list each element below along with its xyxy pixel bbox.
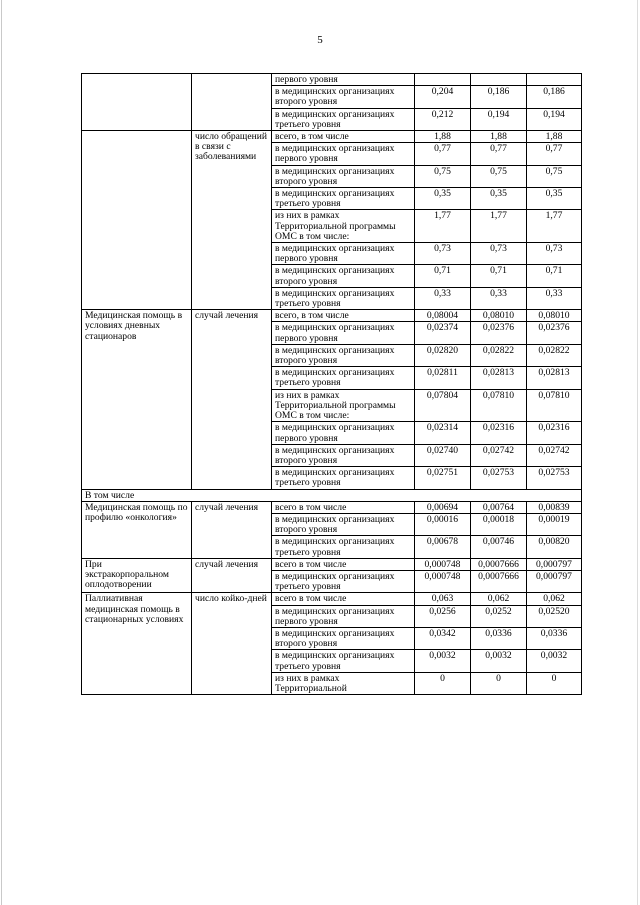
table-row: [82, 501, 582, 513]
value-cell-year-1: 0,02374: [415, 322, 471, 344]
value-cell-year-2: 0,33: [471, 287, 527, 309]
value-cell-year-2: 0,71: [471, 265, 527, 287]
value-cell-year-1: 0,08004: [415, 310, 471, 322]
value-cell-year-2: 0,194: [471, 108, 527, 130]
indicator-label-cell: в медицинских организациях второго уровня: [272, 627, 415, 649]
value-cell-year-2: 0,35: [471, 188, 527, 210]
value-cell-year-1: 0,0032: [415, 650, 471, 672]
value-cell-year-3: 0,02316: [527, 422, 582, 444]
category-cell: Медицинская помощь по профилю «онкология»: [82, 501, 192, 558]
value-cell-year-2: 0,02753: [471, 467, 527, 489]
value-cell-year-2: 0,73: [471, 243, 527, 265]
value-cell-year-2: 0,0007666: [471, 570, 527, 592]
value-cell-year-3: 0,186: [527, 86, 582, 108]
value-cell-year-3: 0,75: [527, 165, 582, 187]
section-heading: В том числе: [82, 489, 582, 501]
value-cell-year-1: 0,000748: [415, 558, 471, 570]
value-cell-year-1: 0,02740: [415, 444, 471, 466]
value-cell-year-1: 0,02811: [415, 367, 471, 389]
indicator-label-cell: в медицинских организациях третьего уровня: [272, 570, 415, 592]
indicator-label-cell: в медицинских организациях второго уровня: [272, 86, 415, 108]
value-cell-year-2: 0,02316: [471, 422, 527, 444]
value-cell-year-1: 0,02751: [415, 467, 471, 489]
value-cell-year-1: 0,00694: [415, 501, 471, 513]
indicator-label-cell: в медицинских организациях второго уровня: [272, 513, 415, 535]
value-cell-year-1: 0,00016: [415, 513, 471, 535]
value-cell-year-2: 0,02742: [471, 444, 527, 466]
unit-cell: случай лечения: [192, 558, 272, 593]
value-cell-year-1: 0,75: [415, 165, 471, 187]
category-cell: [82, 74, 192, 131]
indicators-table: [81, 73, 582, 695]
value-cell-year-3: 0,00820: [527, 536, 582, 558]
value-cell-year-3: 0,00019: [527, 513, 582, 535]
scan-edge-left: [1, 0, 2, 905]
value-cell-year-3: 0,35: [527, 188, 582, 210]
value-cell-year-3: 0,02822: [527, 344, 582, 366]
scan-edge-right: [637, 0, 638, 905]
value-cell-year-3: 1,77: [527, 210, 582, 243]
value-cell-year-1: 0,063: [415, 593, 471, 605]
indicator-label-cell: всего, в том числе: [272, 131, 415, 143]
value-cell-year-2: 0,0336: [471, 627, 527, 649]
indicator-label-cell: из них в рамках Территориальной: [272, 672, 415, 694]
indicator-label-cell: в медицинских организациях первого уровня: [272, 422, 415, 444]
value-cell-year-3: 0,0032: [527, 650, 582, 672]
table-body-top: [82, 74, 582, 490]
value-cell-year-1: 0,0256: [415, 605, 471, 627]
value-cell-year-1: 0: [415, 672, 471, 694]
value-cell-year-1: 0,71: [415, 265, 471, 287]
value-cell-year-2: 0,02376: [471, 322, 527, 344]
table-row: [82, 489, 582, 501]
value-cell-year-1: 0,35: [415, 188, 471, 210]
indicator-label-cell: в медицинских организациях третьего уровня: [272, 650, 415, 672]
value-cell-year-1: 1,88: [415, 131, 471, 143]
value-cell-year-3: 0,000797: [527, 570, 582, 592]
value-cell-year-3: 1,88: [527, 131, 582, 143]
value-cell-year-2: 0,00764: [471, 501, 527, 513]
value-cell-year-1: 0,02314: [415, 422, 471, 444]
table-row: [82, 131, 582, 143]
indicator-label-cell: в медицинских организациях третьего уровня: [272, 367, 415, 389]
indicator-label-cell: в медицинских организациях первого уровня: [272, 322, 415, 344]
value-cell-year-3: 0,77: [527, 143, 582, 165]
value-cell-year-3: 0,00839: [527, 501, 582, 513]
indicator-label-cell: из них в рамках Территориальной программы ОМС в том числе:: [272, 389, 415, 422]
indicator-label-cell: в медицинских организациях второго уровня: [272, 165, 415, 187]
indicator-label-cell: в медицинских организациях третьего уровня: [272, 188, 415, 210]
value-cell-year-3: 0,07810: [527, 389, 582, 422]
value-cell-year-3: 0,0336: [527, 627, 582, 649]
indicator-label-cell: в медицинских организациях второго уровня: [272, 444, 415, 466]
indicator-label-cell: всего, в том числе: [272, 310, 415, 322]
indicator-label-cell: в медицинских организациях третьего уровня: [272, 287, 415, 309]
value-cell-year-3: 0,73: [527, 243, 582, 265]
unit-cell: случай лечения: [192, 310, 272, 489]
value-cell-year-3: 0,02520: [527, 605, 582, 627]
value-cell-year-1: 0,02820: [415, 344, 471, 366]
indicator-label-cell: в медицинских организациях первого уровня: [272, 243, 415, 265]
value-cell-year-3: 0,33: [527, 287, 582, 309]
value-cell-year-1: 0,00678: [415, 536, 471, 558]
table-body-bottom: [82, 501, 582, 694]
value-cell-year-1: 0,204: [415, 86, 471, 108]
table-row: [82, 593, 582, 605]
indicator-label-cell: всего в том числе: [272, 501, 415, 513]
indicator-label-cell: в медицинских организациях третьего уровня: [272, 467, 415, 489]
value-cell-year-2: 0,07810: [471, 389, 527, 422]
value-cell-year-2: 0: [471, 672, 527, 694]
value-cell-year-2: 1,88: [471, 131, 527, 143]
value-cell-year-3: 0,71: [527, 265, 582, 287]
value-cell-year-1: 0,33: [415, 287, 471, 309]
value-cell-year-3: 0,08010: [527, 310, 582, 322]
category-cell: [82, 131, 192, 310]
value-cell-year-3: 0,02753: [527, 467, 582, 489]
category-cell: При экстракорпоральном оплодотворении: [82, 558, 192, 593]
value-cell-year-2: [471, 74, 527, 86]
value-cell-year-1: 1,77: [415, 210, 471, 243]
indicator-label-cell: в медицинских организациях третьего уровня: [272, 536, 415, 558]
value-cell-year-1: 0,0342: [415, 627, 471, 649]
value-cell-year-3: 0,194: [527, 108, 582, 130]
value-cell-year-3: 0,062: [527, 593, 582, 605]
value-cell-year-3: 0: [527, 672, 582, 694]
value-cell-year-2: 0,02822: [471, 344, 527, 366]
value-cell-year-2: 0,77: [471, 143, 527, 165]
page-number: 5: [317, 34, 323, 46]
indicator-label-cell: в медицинских организациях третьего уровня: [272, 108, 415, 130]
value-cell-year-2: 0,00746: [471, 536, 527, 558]
indicator-label-cell: всего в том числе: [272, 593, 415, 605]
value-cell-year-2: 0,00018: [471, 513, 527, 535]
value-cell-year-2: 0,062: [471, 593, 527, 605]
category-cell: Паллиативная медицинская помощь в стационарных условиях: [82, 593, 192, 695]
indicator-label-cell: в медицинских организациях второго уровня: [272, 265, 415, 287]
table-row: [82, 558, 582, 570]
value-cell-year-2: 1,77: [471, 210, 527, 243]
value-cell-year-2: 0,08010: [471, 310, 527, 322]
table-section-row: [82, 489, 582, 501]
value-cell-year-2: 0,0252: [471, 605, 527, 627]
indicator-label-cell: из них в рамках Территориальной программы ОМС в том числе:: [272, 210, 415, 243]
unit-cell: число койко-дней: [192, 593, 272, 695]
unit-cell: случай лечения: [192, 501, 272, 558]
unit-cell: [192, 74, 272, 131]
indicator-label-cell: первого уровня: [272, 74, 415, 86]
value-cell-year-2: 0,186: [471, 86, 527, 108]
value-cell-year-3: 0,02742: [527, 444, 582, 466]
value-cell-year-1: 0,73: [415, 243, 471, 265]
indicator-label-cell: в медицинских организациях второго уровня: [272, 344, 415, 366]
value-cell-year-1: 0,212: [415, 108, 471, 130]
value-cell-year-1: 0,07804: [415, 389, 471, 422]
value-cell-year-1: 0,77: [415, 143, 471, 165]
value-cell-year-1: 0,000748: [415, 570, 471, 592]
value-cell-year-2: 0,0032: [471, 650, 527, 672]
value-cell-year-2: 0,0007666: [471, 558, 527, 570]
table-row: [82, 310, 582, 322]
value-cell-year-2: 0,02813: [471, 367, 527, 389]
value-cell-year-2: 0,75: [471, 165, 527, 187]
value-cell-year-3: 0,000797: [527, 558, 582, 570]
table-row: [82, 74, 582, 86]
indicator-label-cell: в медицинских организациях первого уровня: [272, 605, 415, 627]
unit-cell: число обращений в связи с заболеваниями: [192, 131, 272, 310]
value-cell-year-3: [527, 74, 582, 86]
category-cell: Медицинская помощь в условиях дневных стационаров: [82, 310, 192, 489]
value-cell-year-3: 0,02376: [527, 322, 582, 344]
indicator-label-cell: всего в том числе: [272, 558, 415, 570]
indicator-label-cell: в медицинских организациях первого уровня: [272, 143, 415, 165]
value-cell-year-1: [415, 74, 471, 86]
value-cell-year-3: 0,02813: [527, 367, 582, 389]
